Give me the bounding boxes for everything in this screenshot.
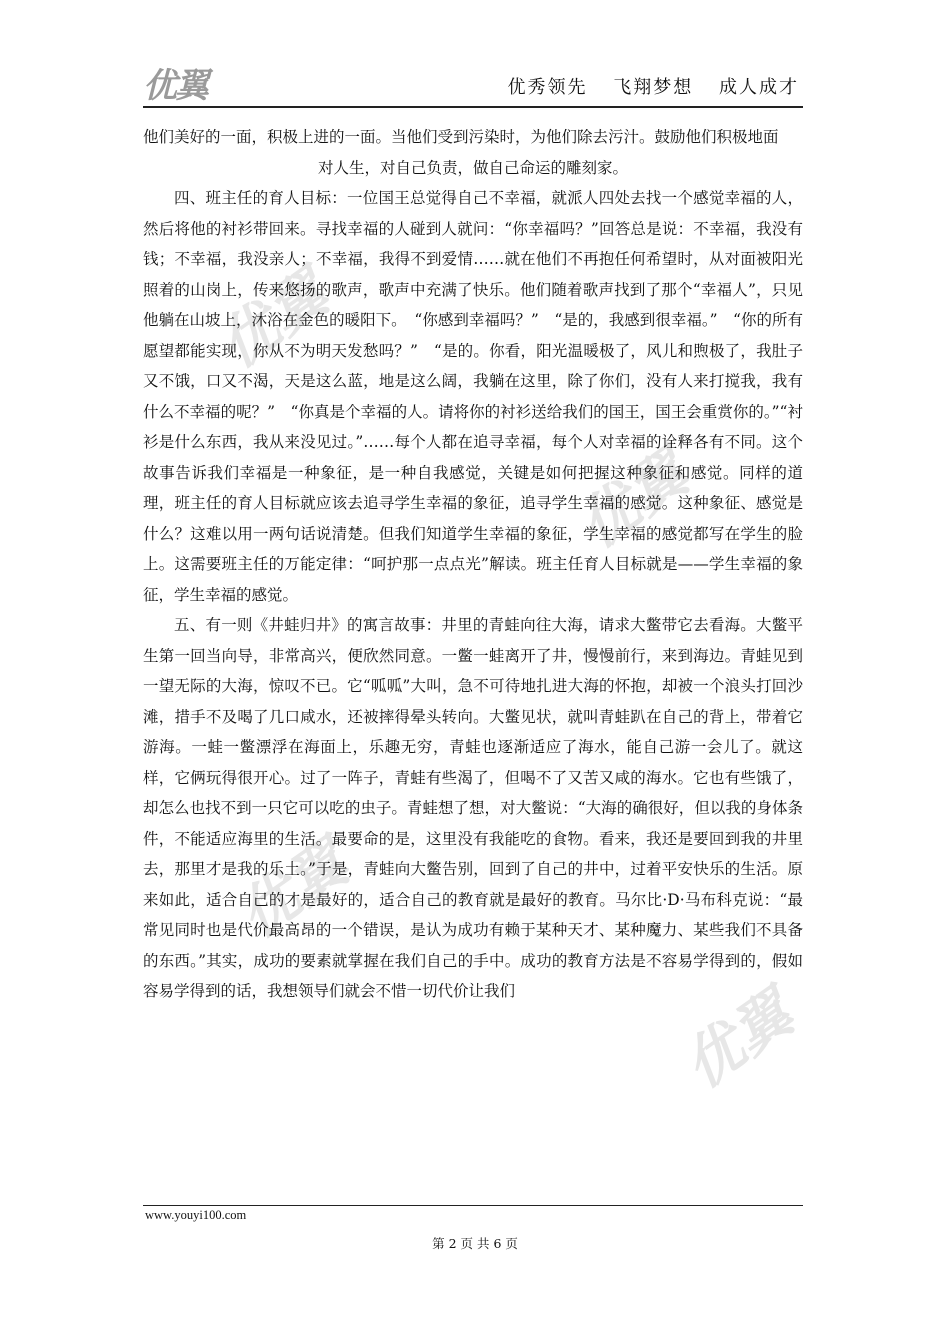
brand-logo: 优翼 <box>143 66 207 106</box>
document-body <box>143 122 803 1007</box>
watermark: 优翼 <box>565 438 701 562</box>
watermark: 优翼 <box>670 978 806 1102</box>
paragraph: 五、有一则《井蛙归井》的寓言故事：井里的青蛙向往大海，请求大鳖带它去看海。大鳖平生第一回当向导，非常高兴，便欣然同意。一鳖一蛙离开了井，慢慢前行，来到海边。青蛙见到一望无际的大海，惊叹不已。它“呱呱”大叫，急不可待地扎进大海的怀抱，却被一个浪头打回沙滩，措手不及喝了几口咸水，还被摔得晕头转向。大鳖见状，就叫青蛙趴在自己的背上，带着它游海。一蛙一鳖漂浮在海面上，乐趣无穷，青蛙也逐渐适应了海水，能自己游一会儿了。就这样，它俩玩得很开心。过了一阵子，青蛙有些渴了，但喝不了又苦又咸的海水。它也有些饿了，却怎么也找不到一只它可以吃的虫子。青蛙想了想，对大鳖说：“大海的确很好，但以我的身体条件，不能适应海里的生活。最要命的是，这里没有我能吃的食物。看来，我还是要回到我的井里去，那里才是我的乐土。”于是，青蛙向大鳖告别，回到了自己的井中，过着平安快乐的生活。原来如此，适合自己的才是最好的，适合自己的教育就是最好的教育。马尔比·D·马布科克说：“最常见同时也是代价最高昂的一个错误，是认为成功有赖于某种天才、某种魔力、某些我们不具备的东西。”其实，成功的要素就掌握在我们自己的手中。成功的教育方法是不容易学得到的，假如容易学得到的话，我想领导们就会不惜一切代价让我们 <box>143 616 803 1000</box>
footer-url: www.youyi100.com <box>145 1208 247 1222</box>
slogan-part: 成人成才 <box>719 77 799 98</box>
paragraph: 四、班主任的育人目标：一位国王总觉得自己不幸福，就派人四处去找一个感觉幸福的人，然后将他的衬衫带回来。寻找幸福的人碰到人就问：“你幸福吗？”回答总是说：不幸福，我没有钱；不幸福，我没亲人；不幸福，我得不到爱情……就在他们不再抱任何希望时，从对面被阳光照着的山岗上，传来悠扬的歌声，歌声中充满了快乐。他们随着歌声找到了那个“幸福人”，只见他躺在山坡上，沐浴在金色的暖阳下。 “你感到幸福吗？” “是的，我感到很幸福。” “你的所有愿望都能实现，你从不为明天发愁吗？” “是的。你看，阳光温暖极了，风儿和煦极了，我肚子又不饿，口又不渴，天是这么蓝，地是这么阔，我躺在这里，除了你们，没有人来打搅我，我有什么不幸福的呢？” “你真是个幸福的人。请将你的衬衫送给我们的国王，国王会重赏你的。”“衬衫是什么东西，我从来没见过。”……每个人都在追寻幸福，每个人对幸福的诠释各有不同。这个故事告诉我们幸福是一种象征，是一种自我感觉，关键是如何把握这种象征和感觉。同样的道理，班主任的育人目标就应该去追寻学生幸福的象征，追寻学生幸福的感觉。这种象征、感觉是什么？这难以用一两句话说清楚。但我们知道学生幸福的象征，学生幸福的感觉都写在学生的脸上。这需要班主任的万能定律：“呵护那一点点光”解读。班主任育人目标就是——学生幸福的象征，学生幸福的感觉。 <box>143 189 803 604</box>
slogan-part: 优秀领先 <box>507 77 588 98</box>
header-divider <box>143 106 803 108</box>
slogan-part: 飞翔梦想 <box>613 77 694 98</box>
paragraph: 他们美好的一面，积极上进的一面。当他们受到污染时，为他们除去污汁。鼓励他们积极地面 <box>143 128 779 146</box>
header-slogan <box>490 76 799 100</box>
page-number: 第 2 页 共 6 页 <box>432 1236 518 1251</box>
watermark: 优翼 <box>205 258 341 382</box>
paragraph: 对人生，对自己负责，做自己命运的雕刻家。 <box>317 158 628 177</box>
page-header <box>143 62 803 106</box>
watermark: 优翼 <box>225 828 361 952</box>
footer-divider <box>143 1205 803 1206</box>
